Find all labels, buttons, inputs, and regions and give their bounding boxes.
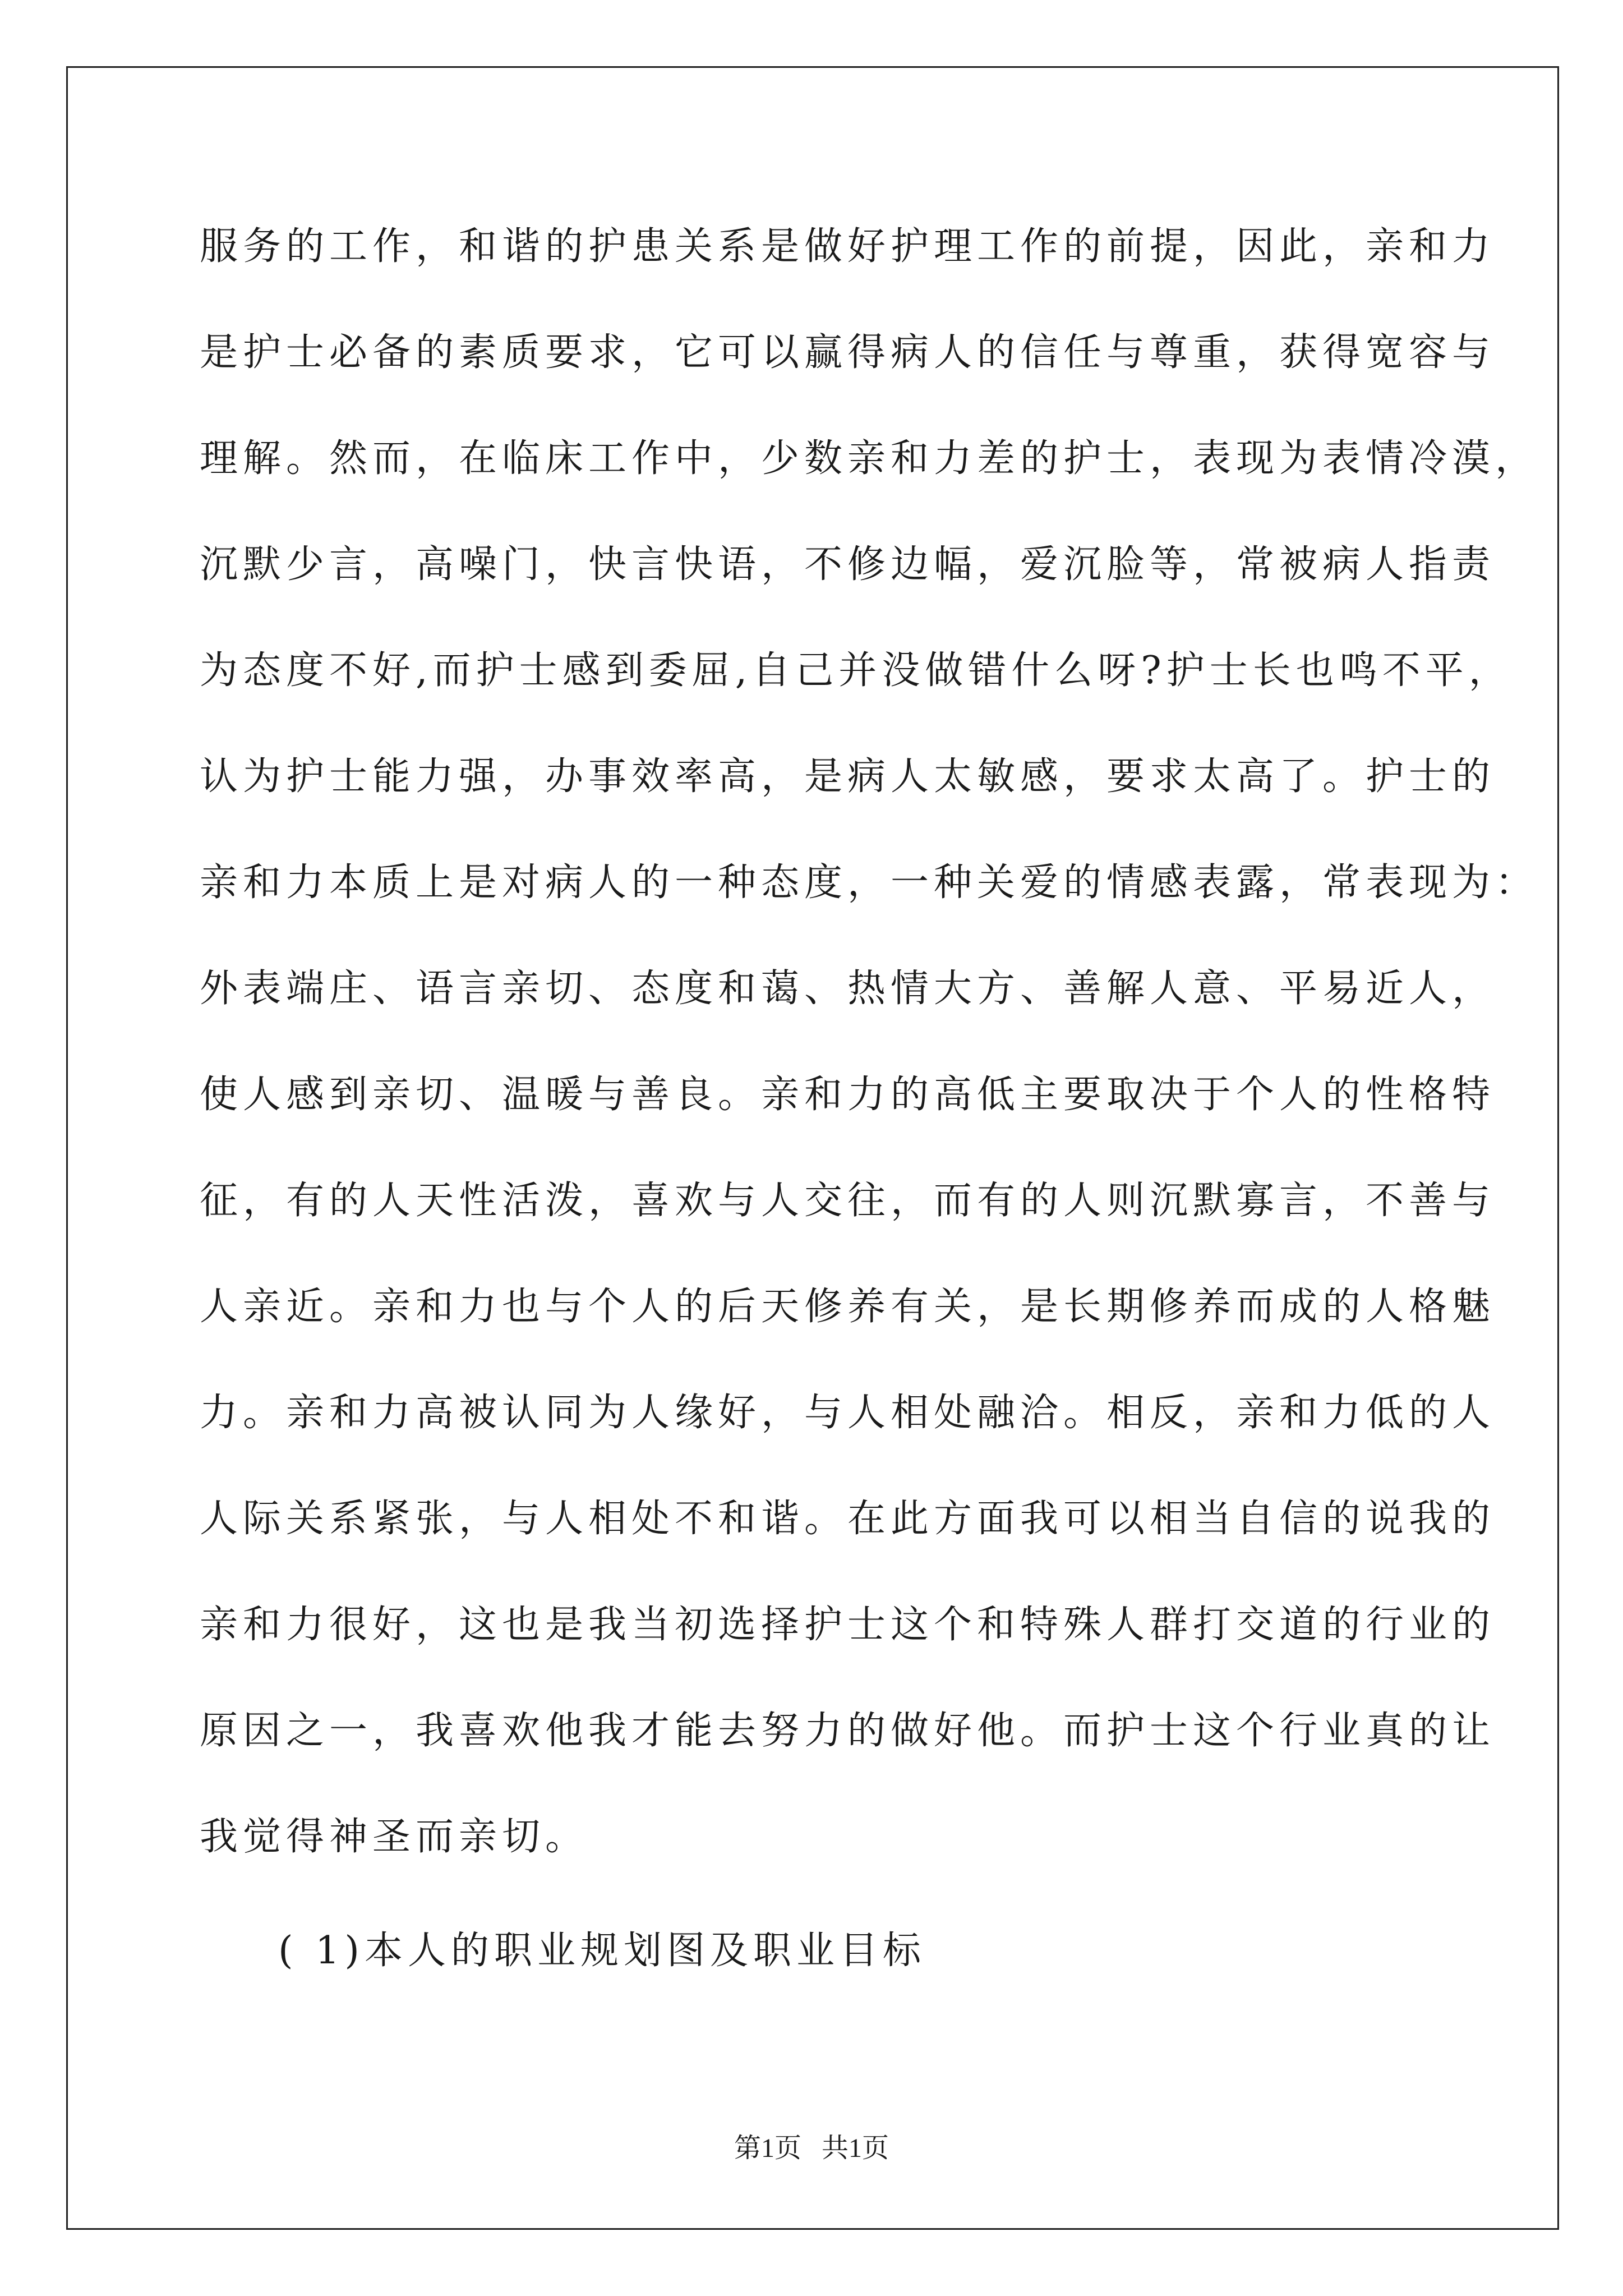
text-line: 服务的工作，和谐的护患关系是做好护理工作的前提，因此，亲和力 bbox=[200, 224, 1496, 269]
text-line: 外表端庄、语言亲切、态度和蔼、热情大方、善解人意、平易近人， bbox=[200, 967, 1496, 1011]
body-paragraph bbox=[200, 219, 1539, 1915]
text-line: 亲和力很好，这也是我当初选择护士这个和特殊人群打交道的行业的 bbox=[200, 1603, 1496, 1647]
text-line: 我觉得神圣而亲切。 bbox=[200, 1815, 589, 1859]
page-footer: 第1页 共1页 bbox=[734, 2133, 889, 2163]
text-line: 征，有的人天性活泼，喜欢与人交往，而有的人则沉默寡言，不善与 bbox=[200, 1179, 1496, 1223]
text-line: 人际关系紧张，与人相处不和谐。在此方面我可以相当自信的说我的 bbox=[200, 1497, 1496, 1541]
text-line: 沉默少言，高噪门，快言快语，不修边幅，爱沉脸等，常被病人指责 bbox=[200, 542, 1496, 587]
text-line: 为态度不好,而护士感到委屈,自己并没做错什么呀?护士长也鸣不平， bbox=[200, 648, 1512, 693]
text-line: 力。亲和力高被认同为人缘好，与人相处融洽。相反，亲和力低的人 bbox=[200, 1391, 1496, 1435]
text-line: 使人感到亲切、温暖与善良。亲和力的高低主要取决于个人的性格特 bbox=[200, 1073, 1496, 1117]
text-line: 亲和力本质上是对病人的一种态度，一种关爱的情感表露，常表现为： bbox=[200, 861, 1539, 905]
text-line: 是护士必备的素质要求，它可以赢得病人的信任与尊重，获得宽容与 bbox=[200, 330, 1496, 375]
text-line: 人亲近。亲和力也与个人的后天修养有关，是长期修养而成的人格魅 bbox=[200, 1285, 1496, 1329]
text-line: 原因之一，我喜欢他我才能去努力的做好他。而护士这个行业真的让 bbox=[200, 1709, 1496, 1753]
text-line: 理解。然而，在临床工作中，少数亲和力差的护士，表现为表情冷漠， bbox=[200, 436, 1539, 481]
section-heading: ( 1)本人的职业规划图及职业目标 bbox=[278, 1929, 926, 1973]
text-line: 认为护士能力强，办事效率高，是病人太敏感，要求太高了。护士的 bbox=[200, 754, 1496, 799]
